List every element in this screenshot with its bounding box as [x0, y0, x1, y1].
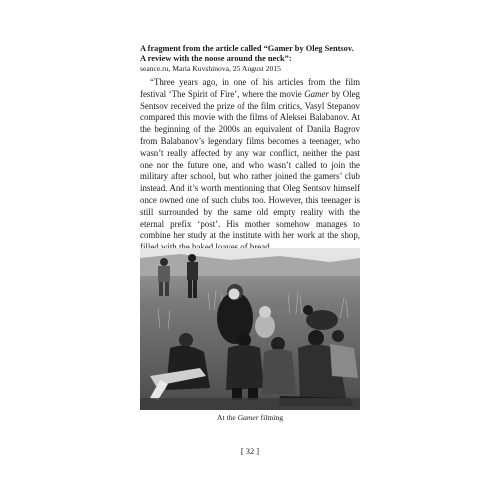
caption-title-italic: Gamer — [237, 413, 259, 422]
caption-suffix: filming — [258, 413, 284, 422]
article-text-block — [140, 44, 360, 254]
article-source: seance.ru, Maria Kuvshinova, 25 August 2015 — [140, 64, 281, 73]
article-heading — [140, 44, 360, 64]
photo-caption — [140, 413, 360, 423]
article-body-part2: by Oleg Sentsov received the prize of the film critics, Vasyl Stepanov compared this movie with the films of Aleksei Balabanov. At the beginning of the 2000s an equivalent of Danila Bagrov from Balabanov’s legendary films becomes a teenager, who wasn’t really affected by any war conflict, neither the past one nor the future one, and who wasn’t called to join the military after school, but who rather joined the gamers’ club instead. And it’s worth mentioning that Oleg Sentsov himself once owned one of such clubs too. However, this teenager is still surrounded by the same old empty reality with the eternal prefix ‘post’. His mother somehow manages to combine her study at the institute with her work at the shop, — [140, 88, 360, 241]
article-heading-line2: A review with the noose around the neck”: — [140, 54, 292, 63]
article-body-part1: “Three years ago, in one of his articles from the film festival ‘The Spirit of Fire’, where the movie — [140, 77, 360, 99]
caption-prefix: At the — [216, 413, 238, 422]
filming-photo — [140, 248, 360, 410]
page-number: [ 32 ] — [240, 447, 260, 456]
article-heading-line1: A fragment from the article called “Gamer by Oleg Sentsov. — [140, 44, 354, 53]
article-body-title-italic: Gamer — [304, 88, 329, 99]
article-body — [140, 77, 360, 254]
